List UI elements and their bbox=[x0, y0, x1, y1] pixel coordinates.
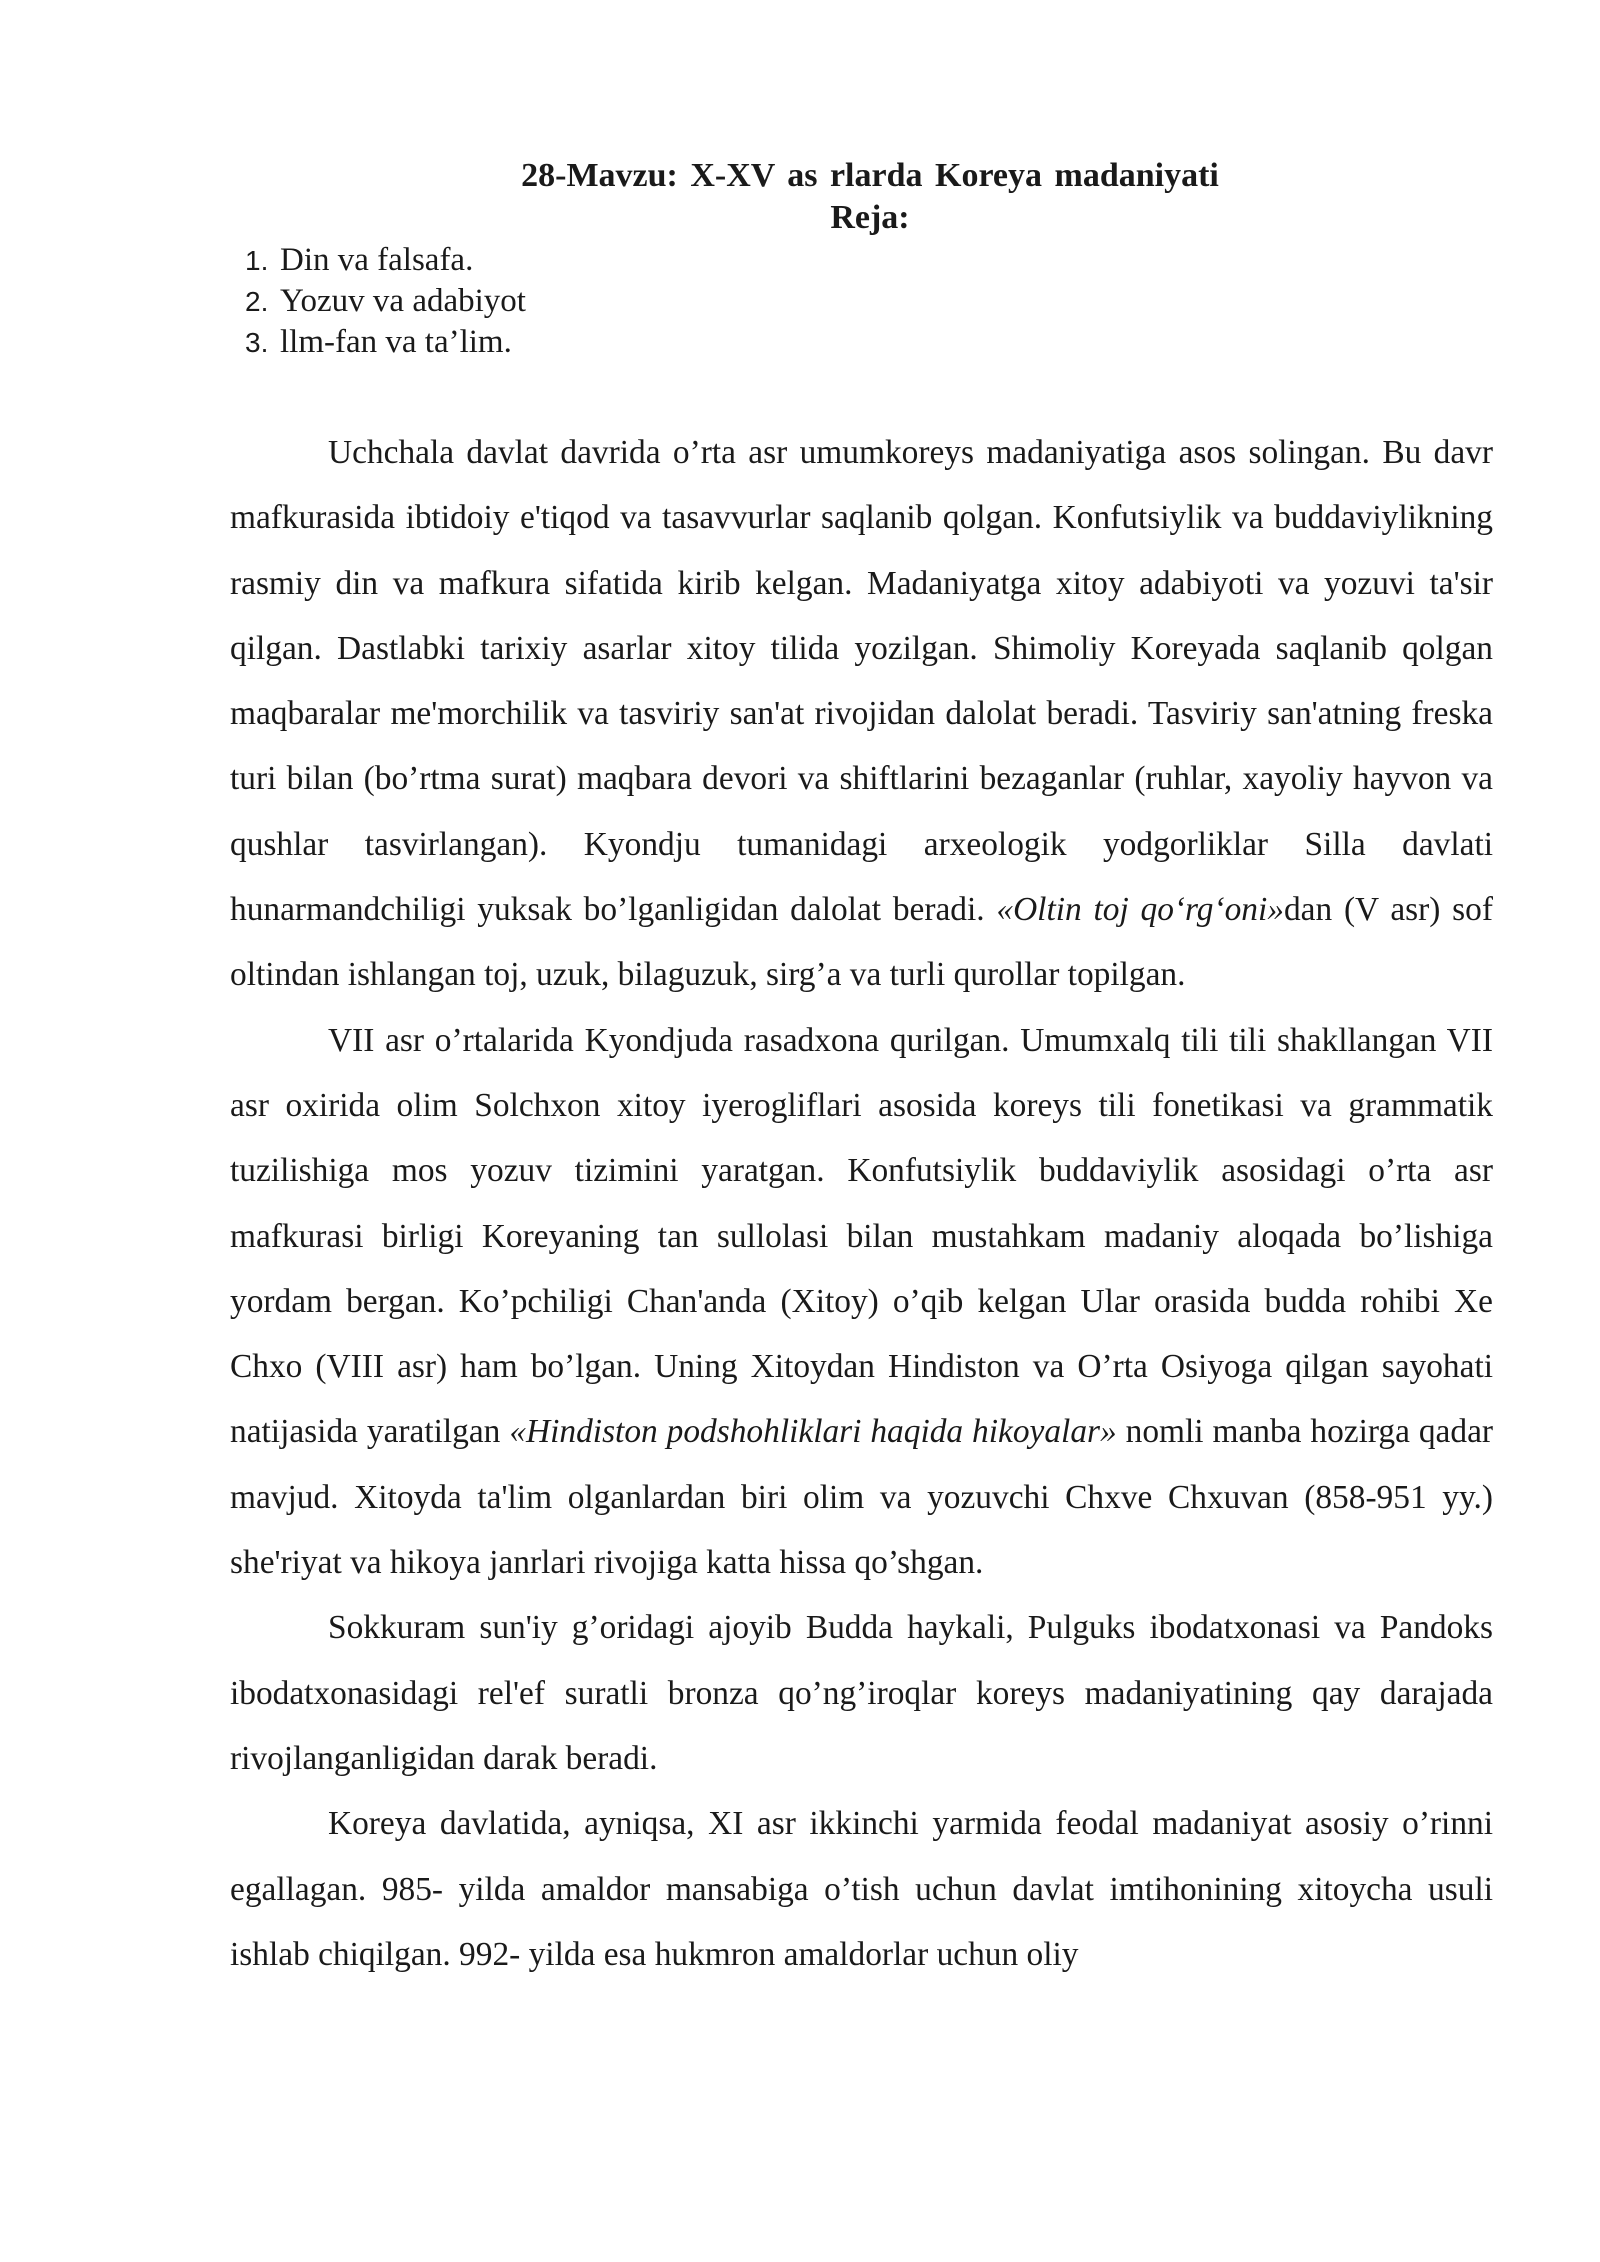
italic-title: «Hindiston podshohliklari haqida hikoyalar» bbox=[509, 1413, 1117, 1451]
plan-item bbox=[245, 240, 526, 281]
plan-item-number: 2. bbox=[245, 286, 269, 317]
paragraph-text: Uchchala davlat davrida o’rta asr umumkoreys madaniyatiga asos solingan. Bu davr mafkurasida ibtidoiy e'tiqod va tasavvurlar saqlanib qolgan. Konfutsiylik va buddaviylikning rasmiy din va mafkura sifatida kirib kelgan. Madaniyatga xitoy adabiyoti va yozuvi ta'sir qilgan. Dastlabki tarixiy asarlar xitoy tilida yozilgan. Shimoliy Koreyada saqlanib qolgan maqbaralar me'morchilik va tasviriy san'at rivojidan dalolat beradi. Tasviriy san'atning freska turi bilan (bo’rtma surat) maqbara devori va shiftlarini bezaganlar (ruhlar, xayoliy hayvon va qushlar tasvirlangan). Kyondju tumanidagi arxeologik yodgorliklar Silla davlati hunarmandchiligi yuksak bo’lganligidan dalolat beradi. bbox=[230, 434, 1493, 929]
plan-item-number: 3. bbox=[245, 327, 269, 358]
paragraph-text: Koreya davlatida, ayniqsa, XI asr ikkinchi yarmida feodal madaniyat asosiy o’rinni egallagan. 985- yilda amaldor mansabiga o’tish uchun davlat imtihonining xitoycha usuli ishlab chiqilgan. 992- yilda esa hukmron amaldorlar uchun oliy bbox=[230, 1805, 1493, 1973]
plan-item-text: Yozuv va adabiyot bbox=[280, 283, 526, 319]
paragraph-text: nomli manba hozirga qadar mavjud. Xitoyda ta'lim olganlardan biri olim va yozuvchi Chxve Chxuvan (858-951 yy.) she'riyat va hikoya janrlari rivojiga katta hissa qo’shgan. bbox=[230, 1413, 1494, 1582]
body-text bbox=[230, 420, 1493, 1987]
paragraph-text: Sokkuram sun'iy g’oridagi ajoyib Budda haykali, Pulguks ibodatxonasi va Pandoks ibodatxonasidagi rel'ef suratli bronza qo’ng’iroqlar koreys madaniyatining qay darajada rivojlanganligidan darak beradi. bbox=[230, 1609, 1493, 1777]
plan-heading: Reja: bbox=[830, 199, 910, 236]
paragraph bbox=[230, 1008, 1493, 1596]
paragraph bbox=[230, 1595, 1493, 1791]
paragraph bbox=[230, 1791, 1493, 1987]
plan-item-number: 1. bbox=[245, 245, 269, 276]
plan-item-text: Din va falsafa. bbox=[280, 242, 474, 278]
paragraph-text: dan (V asr) sof oltindan ishlangan toj, uzuk, bilaguzuk, sirg’a va turli qurollar topilgan. bbox=[230, 891, 1493, 994]
paragraph-text: VII asr o’rtalarida Kyondjuda rasadxona qurilgan. Umumxalq tili tili shakllangan VII asr oxirida olim Solchxon xitoy iyerogliflari asosida koreys tili fonetikasi va grammatik tuzilishiga mos yozuv tizimini yaratgan. Konfutsiylik buddaviylik asosidagi o’rta asr mafkurasi birligi Koreyaning tan sullolasi bilan mustahkam madaniy aloqada bo’lishiga yordam bergan. Ko’pchiligi Chan'anda (Xitoy) o’qib kelgan Ular orasida budda rohibi Xe Chxo (VIII asr) ham bo’lgan. Uning Xitoydan Hindiston va O’rta Osiyoga qilgan sayohati natijasida yaratilgan bbox=[230, 1021, 1493, 1451]
plan-list bbox=[245, 240, 526, 363]
plan-item bbox=[245, 322, 526, 363]
plan-item bbox=[245, 281, 526, 322]
plan-item-text: llm-fan va ta’lim. bbox=[280, 324, 512, 360]
paragraph bbox=[230, 420, 1493, 1008]
document-title: 28-Mavzu: X-XV as rlarda Koreya madaniyati bbox=[521, 157, 1219, 194]
italic-title: «Oltin toj qo‘rg‘oni» bbox=[996, 891, 1284, 929]
